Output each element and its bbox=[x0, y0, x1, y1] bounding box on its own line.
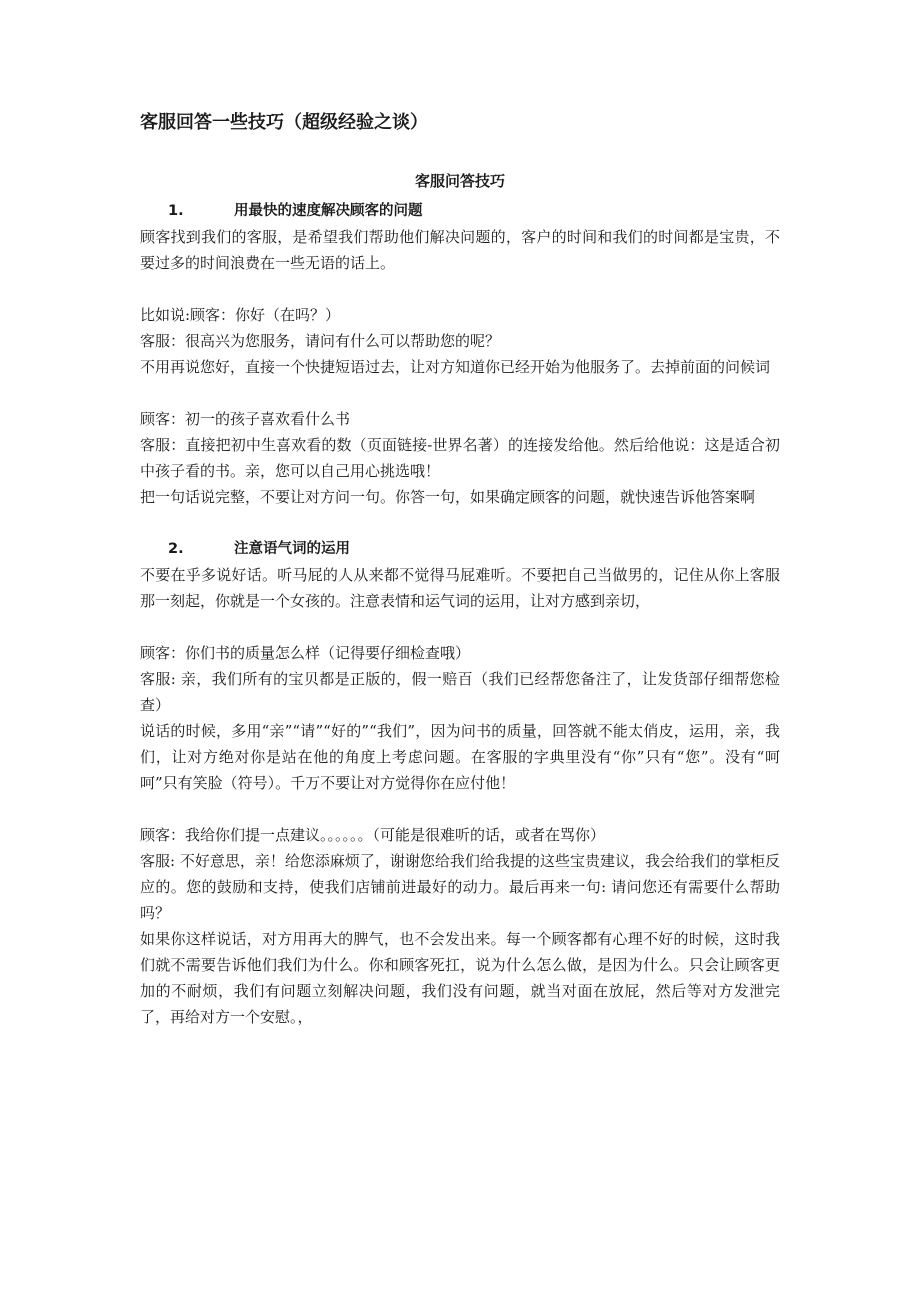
dialog-line: 客服: 不好意思，亲！给您添麻烦了，谢谢您给我们给我提的这些宝贵建议，我会给我们的掌柜反应的。您的鼓励和支持，使我们店铺前进最好的动力。最后再来一句: 请问您还有需要什么帮助吗？ bbox=[140, 852, 780, 922]
paragraph: 顾客找到我们的客服，是希望我们帮助他们解决问题的，客户的时间和我们的时间都是宝贵，不要过多的时间浪费在一些无语的话上。 bbox=[140, 228, 780, 272]
dialog-line: 客服: 亲，我们所有的宝贝都是正版的，假一赔百（我们已经帮您备注了，让发货部仔细帮您检查） bbox=[140, 670, 780, 714]
dialog-line: 顾客：初一的孩子喜欢看什么书 bbox=[140, 410, 351, 428]
section-2-heading-text: 注意语气词的运用 bbox=[234, 541, 350, 557]
dialog-line: 顾客：你们书的质量怎么样（记得要仔细检查哦） bbox=[140, 644, 471, 662]
section-2-number: 2. bbox=[168, 541, 184, 557]
dialog-line: 比如说:顾客：你好（在吗？） bbox=[140, 306, 341, 324]
section-title: 客服问答技巧 bbox=[414, 172, 505, 190]
paragraph: 不用再说您好，直接一个快捷短语过去，让对方知道你已经开始为他服务了。去掉前面的问候词 bbox=[140, 358, 771, 376]
blank-line bbox=[140, 380, 780, 406]
section-2-heading bbox=[140, 536, 780, 562]
blank-line bbox=[140, 276, 780, 302]
dialog-line: 顾客：我给你们提一点建议。。。。。。（可能是很难听的话，或者在骂你） bbox=[140, 826, 606, 844]
dialog-line: 客服：很高兴为您服务，请问有什么可以帮助您的呢？ bbox=[140, 332, 501, 350]
section-1-heading bbox=[140, 198, 780, 224]
blank-line bbox=[140, 796, 780, 822]
dialog-line: 客服：直接把初中生喜欢看的数（页面链接-世界名著）的连接发给他。然后给他说：这是适合初中孩子看的书。亲，您可以自己用心挑选哦！ bbox=[140, 436, 780, 480]
section-1-number: 1. bbox=[168, 203, 184, 219]
paragraph: 如果你这样说话，对方用再大的脾气，也不会发出来。每一个顾客都有心理不好的时候，这时我们就不需要告诉他们我们为什么。你和顾客死扛，说为什么怎么做，是因为什么。只会让顾客更加的不耐烦，我们有问题立刻解决问题，我们没有问题，就当对面在放屁，然后等对方发泄完了，再给对方一个安慰。， bbox=[140, 930, 780, 1026]
paragraph: 说话的时候，多用“亲”“请”“好的”“我们”，因为问书的质量，回答就不能太俏皮，运用，亲，我们，让对方绝对你是站在他的角度上考虑问题。在客服的字典里没有“你”只有“您”。没有“呵呵”只有笑脸（符号）。千万不要让对方觉得你在应付他！ bbox=[140, 722, 780, 792]
paragraph: 把一句话说完整，不要让对方问一句。你答一句，如果确定顾客的问题，就快速告诉他答案啊 bbox=[140, 488, 756, 506]
paragraph: 不要在乎多说好话。听马屁的人从来都不觉得马屁难听。不要把自己当做男的，记住从你上客服那一刻起，你就是一个女孩的。注意表情和运气词的运用，让对方感到亲切， bbox=[140, 566, 780, 610]
document-body bbox=[140, 198, 780, 1030]
blank-line bbox=[140, 614, 780, 640]
document-title: 客服回答一些技巧（超级经验之谈） bbox=[140, 112, 428, 133]
blank-line bbox=[140, 510, 780, 536]
section-1-heading-text: 用最快的速度解决顾客的问题 bbox=[234, 203, 423, 219]
